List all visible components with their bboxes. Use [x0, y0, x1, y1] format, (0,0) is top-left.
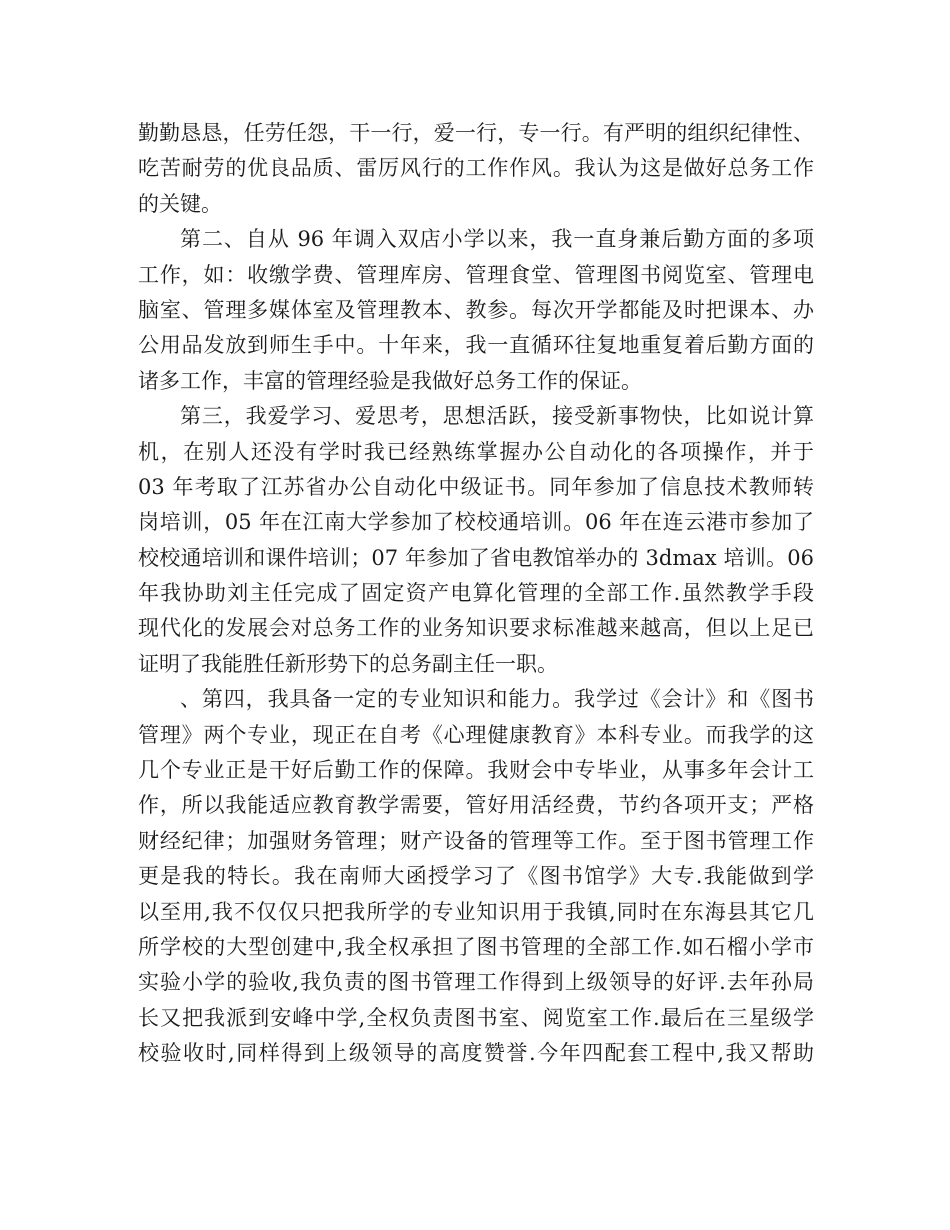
text-line: 证明了我能胜任新形势下的总务副主任一职。 [138, 651, 558, 676]
text-line: 机，在别人还没有学时我已经熟练掌握办公自动化的各项操作，并于 [138, 439, 814, 464]
text-line: 诸多工作，丰富的管理经验是我做好总务工作的保证。 [138, 368, 642, 393]
text-line: 的关键。 [138, 191, 222, 216]
document-body [138, 116, 814, 1072]
text-line: 实验小学的验收,我负责的图书管理工作得到上级领导的好评.去年孙局 [138, 970, 814, 995]
text-line: 工作，如：收缴学费、管理库房、管理食堂、管理图书阅览室、管理电 [138, 262, 814, 287]
text-line: 几个专业正是干好后勤工作的保障。我财会中专毕业，从事多年会计工 [138, 758, 814, 783]
text-line: 勤勤恳恳，任劳任怨，干一行，爱一行，专一行。有严明的组织纪律性、 [138, 121, 814, 145]
text-line: 年我协助刘主任完成了固定资产电算化管理的全部工作.虽然教学手段 [138, 581, 814, 606]
paragraph-first-line: 第二、自从 96 年调入双店小学以来，我一直身兼后勤方面的多项 [180, 227, 814, 252]
text-line: 长又把我派到安峰中学,全权负责图书室、阅览室工作.最后在三星级学 [138, 1005, 814, 1030]
text-line: 岗培训，05 年在江南大学参加了校校通培训。06 年在连云港市参加了 [138, 510, 814, 535]
paragraph-first-line: 第三，我爱学习、爱思考，思想活跃，接受新事物快，比如说计算 [180, 404, 814, 429]
text-line: 校验收时,同样得到上级领导的高度赞誉.今年四配套工程中,我又帮助 [138, 1041, 814, 1066]
text-line: 03 年考取了江苏省办公自动化中级证书。同年参加了信息技术教师转 [138, 474, 814, 499]
text-line: 财经纪律；加强财务管理；财产设备的管理等工作。至于图书管理工作 [138, 828, 814, 853]
text-line: 校校通培训和课件培训；07 年参加了省电教馆举办的 3dmax 培训。06 [138, 545, 814, 570]
text-line: 作，所以我能适应教育教学需要，管好用活经费，节约各项开支；严格 [138, 793, 814, 818]
text-line: 脑室、管理多媒体室及管理教本、教参。每次开学都能及时把课本、办 [138, 297, 814, 322]
text-line: 所学校的大型创建中,我全权承担了图书管理的全部工作.如石榴小学市 [138, 934, 814, 959]
text-line: 管理》两个专业，现正在自考《心理健康教育》本科专业。而我学的这 [138, 722, 814, 747]
text-line: 吃苦耐劳的优良品质、雷厉风行的工作作风。我认为这是做好总务工作 [138, 156, 814, 181]
paragraph-first-line: 、第四，我具备一定的专业知识和能力。我学过《会计》和《图书 [180, 687, 814, 712]
text-line: 公用品发放到师生手中。十年来，我一直循环往复地重复着后勤方面的 [138, 333, 814, 358]
text-line: 以至用,我不仅仅只把我所学的专业知识用于我镇,同时在东海县其它几 [138, 899, 814, 924]
text-line: 更是我的特长。我在南师大函授学习了《图书馆学》大专.我能做到学 [138, 864, 814, 889]
text-line: 现代化的发展会对总务工作的业务知识要求标准越来越高，但以上足已 [138, 616, 814, 641]
